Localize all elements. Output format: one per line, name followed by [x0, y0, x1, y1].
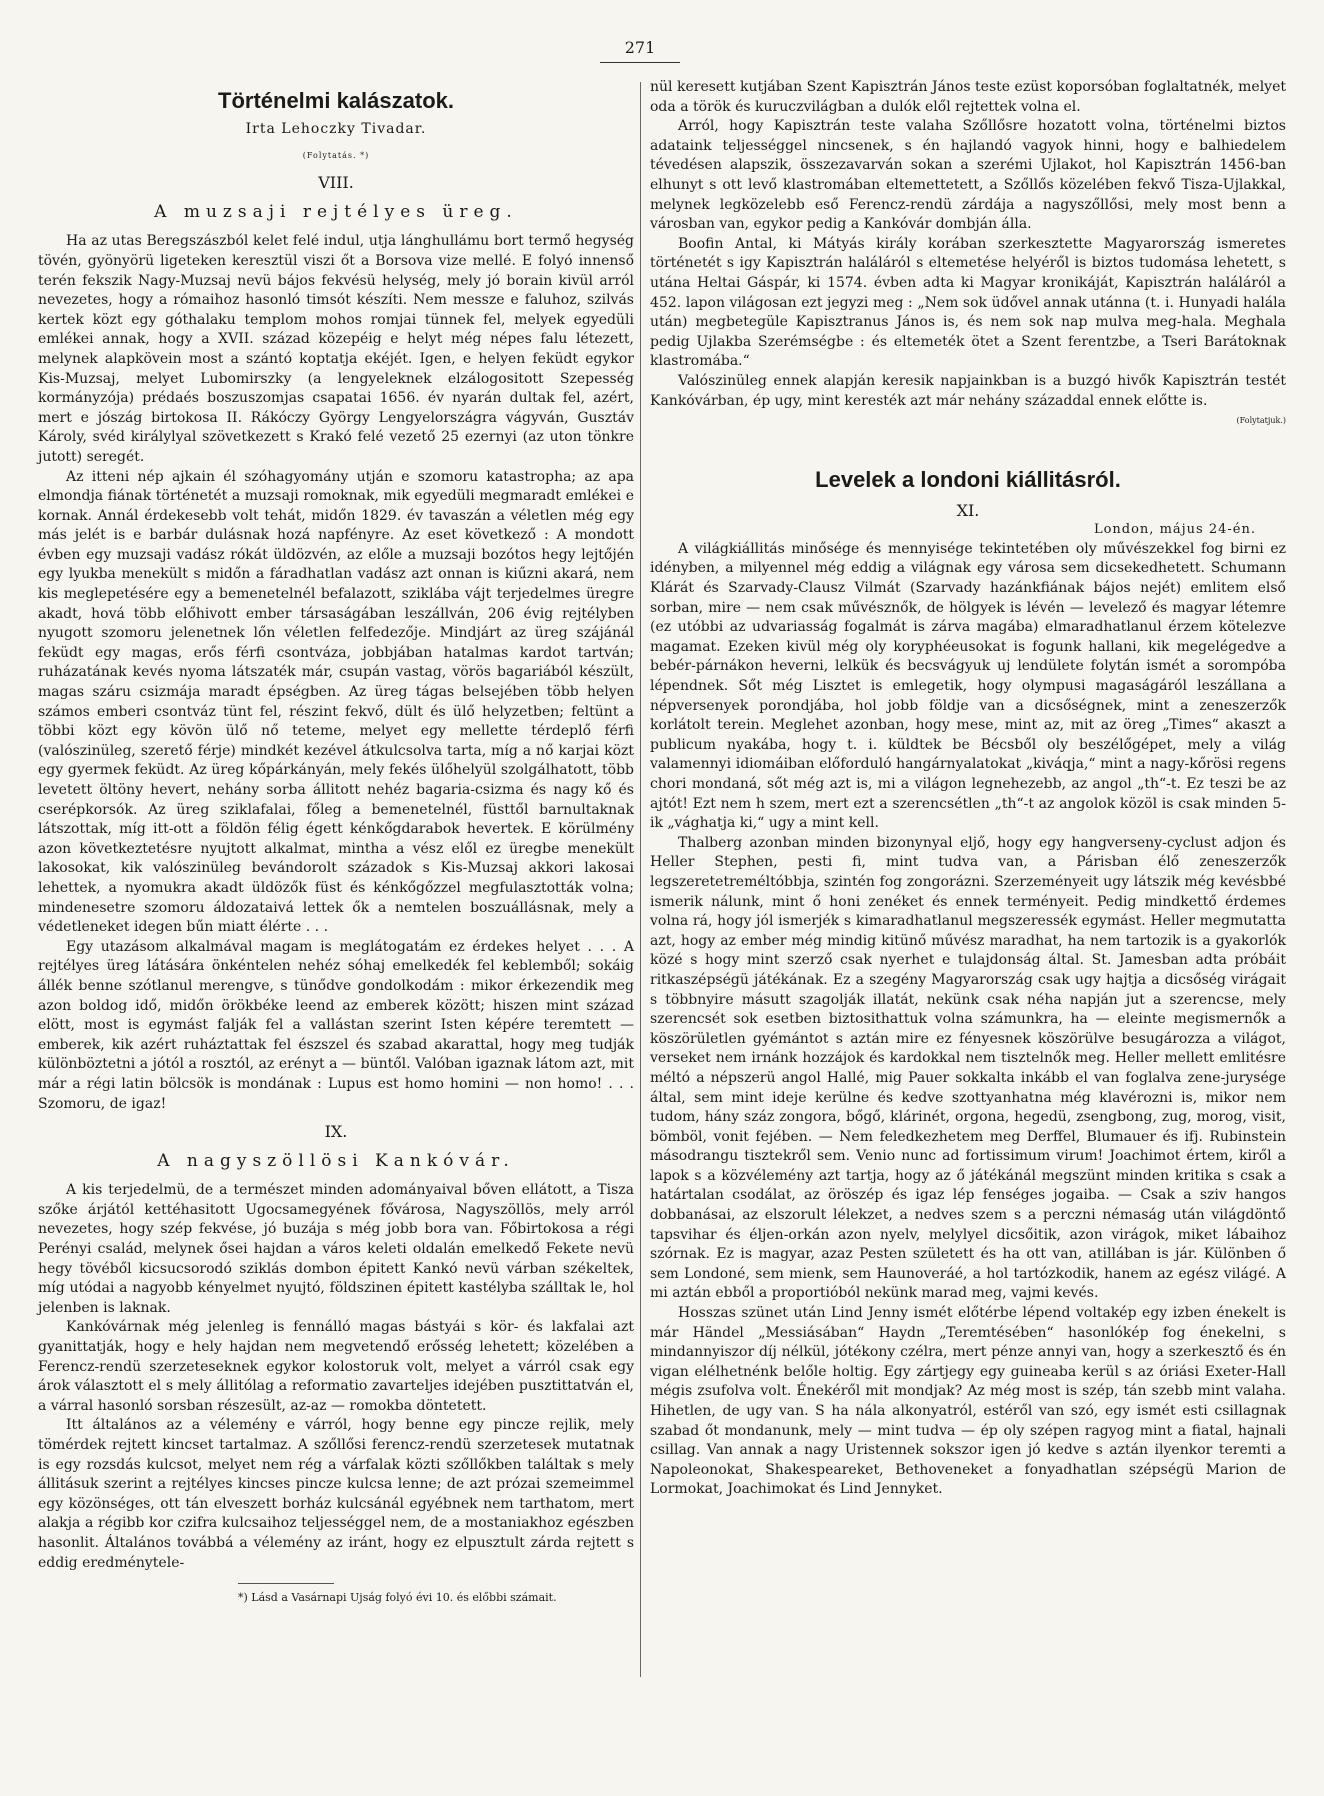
paragraph: Itt általános az a vélemény e várról, hogy benne egy pincze rejlik, mely tömérdek rejtett kincset tartalmaz. A szőllősi ferencz-rendü szerzetesek mutatnak is egy rozsdás kulcsot, melyet nem rég a várfalak közti szőllőkben találtak s mely állitásuk szerint a rejtélyes kincses pincze kulcsa lenne; de azt prózai szemeimmel egy közönséges, ott tán elveszett borház kulcsánál egyébnek nem tarthatom, mert alakja a régibb kor czifra kulcsaihoz teljességgel nem, de a mostaniakhoz egészben hasonlit. Általános továbbá a vélemény az iránt, hogy ez elpusztult zárda rejtett s eddig eredménytele- — [38, 1417, 634, 1571]
article-title: Történelmi kalászatok. — [218, 88, 454, 113]
section-number-viii: VIII. — [318, 173, 354, 193]
paragraph: Boofin Antal, ki Mátyás király korában szerkesztette Magyarország ismeretes történetét s igy Kapisztrán haláláról s eltemetése helyéről is biztos tudomása lehetett, s utána Heltai Gáspár, ki 1574. évben adta ki Magyar kronikáját, Kapisztrán haláláról a 452. lapon világosan ezt jegyzi meg : „Nem sok üdővel annak utánna (t. i. Hunyadi halála után) megbetegüle Kapisztranus János is, és nem sok nap mulva meg-hala. Meghala pedig Ujlakba Szerémségbe : és eltemeték ötet a Szent ferentzbe, a Tseri Barátoknak klastromába.“ — [650, 235, 1286, 370]
paragraph: Kankóvárnak még jelenleg is fennálló magas bástyái s kör- és lakfalai azt gyanittatják, hogy e hely hajdan nem megvetendő erősség lehetett; közelében a Ferencz-rendü szerzeteseknek egykor kolostoruk volt, melyet a várról csak egy árok választott el s mely állitólag a reformatio zavarteljes idejében pusztittatván el, a várral hasonló sorsban részesült, az-az — romokba döntetett. — [38, 1319, 634, 1414]
footnote: *) Lásd a Vasárnapi Ujság folyó évi 10. és előbbi számait. — [238, 1591, 557, 1605]
to-be-continued-note: (Folytatjuk.) — [1236, 416, 1286, 426]
paragraph: A világkiállitás minősége és mennyisége tekintetében oly művészekkel fog birni ez idényben, a milyennel még eddig a világnak egy városa sem dicsekedhetett. Schumann Klárát és Szarvady-Clausz Vilmát (Szarvady hazánkfiának bájos nejét) emlitem első sorban, mire — nem csak művésznők, de hölgyek is lévén — levelező és magyar létemre (ez utóbbi az udvariasság fogalmát is zárva magába) elmaradhatlanul érzem kötelezve magamat. Ezeken kivül még oly koryphéeusokat is fogunk hallani, kik megelégedve a bebér-párnákon heverni, lelkük és becsvágyuk uj lendülete folytán ismét a sorompóba lépendnek. Sőt még Lisztet is emlegetik, hogy olympusi magaságáról leszállana a népversenyek porondjába, hol jobb földje van a dicsőségnek, mint a zeneszerzők korlátolt terein. Meglehet azonban, hogy mese, mint az, mit az öreg „Times“ akaszt a publicum nyakába, hogy t. i. küldtek be Bécsből oly beszélőgépet, mely a világ valamennyi idiomáiban előforduló hangárnyalatokat „kiváqja,“ mint a nagy-kőrösi regens chori mondaná, sőt még azt is, mi a világon legnehezebb, az angol „th“-t. Ez teszi be az ajtót! Ezt nem h szem, mert ezt a szerencsétlen „th“-t az angolok közöl is csak minden 5-ik „vághatja ki,“ ugy a mint kell. — [650, 540, 1286, 832]
spacer — [650, 431, 1286, 457]
paragraph: A kis terjedelmü, de a természet minden adományaival bőven ellátott, a Tisza szőke árjától kettéhasitott Ugocsamegyének fővárosa, Nagyszöllös, mely arról nevezetes, hogy szép fekvése, jó buzája s még jobb bora van. Főbirtokosa a régi Perényi család, melynek ősei hajdan a város keleti oldalán emelkedő Fekete nevü hegy tövéből kicsucsorodó sziklás dombon épitett Kankó nevü várban székeltek, míg utódai a nagyobb kényelmet nyujtó, földszinen épitett kastélyba szálltak le, hol jelenben is laknak. — [38, 1182, 634, 1316]
paragraph: Ha az utas Beregszászból kelet felé indul, utja lánghullámu bort termő hegység tövén, gyönyörü ligeteken keresztül viszi őt a Borsova vize mellé. E folyó innenső terén fekszik Nagy-Muzsaj nevü bájos fekvésü helység, mely jó borain kivül arról nevezetes, hogy a rómaihoz hasonló timsót készíti. Nem messze e faluhoz, szilvás kertek közt egy góthalaku templom mohos romjai tünnek fel, melyek egyedüli emlékei annak, hogy a XVII. század közepéig e helyt még népes falu létezett, melynek alapkövein most a szántó koptatja ekéjét. Igen, e helyen feküdt egykor Kis-Muzsaj, melyet Lubomirszky (a lengyeleknek elzálogositott Szepesség kormányzója) prédaés boszuszomjas csapatai 1656. év nyarán dultak fel, azért, mert e jószág birtokosa II. Rákóczy György Lengyelországra vágyván, Gusztáv Károly, svéd királylyal szövetkezett s Krakó felé vezető 25 ezernyi (az uton tönkre jutott) seregét. — [38, 233, 634, 465]
paragraph: Egy utazásom alkalmával magam is meglátogatám ez érdekes helyet . . . A rejtélyes üreg látására önkéntelen nehéz sóhaj emelkedék fel keblemből; sokáig állék benne szótlanul merengve, s tünődve gondolkodám : mikor érkezendik meg azon boldog idő, midőn örökbéke leend az emberek között; hiszen mint század elött, most is egymást falják fel a vallástan szerint Isten képére teremtett — emberek, kik azért ruháztattak fel észszel és szabad akarattal, hogy meg tudják különböztetni a jótól a rosztól, az erényt a — büntől. Valóban igaznak látom azt, mit már a régi latin bölcsök is mondának : Lupus est homo homini — non homo! . . . Szomoru, de igaz! — [38, 938, 634, 1112]
page-number: 271 — [624, 38, 656, 57]
paragraph: Valószinüleg ennek alapján keresik napjainkban is a buzgó hivők Kapisztrán testét Kankóvárban, ép ugy, mint keresték azt már nehány századdal ennek előtte is. — [650, 372, 1286, 409]
article-author: Irta Lehoczky Tivadar. — [245, 121, 427, 137]
dateline: London, május 24-én. — [1093, 522, 1256, 538]
left-column — [38, 78, 634, 1608]
section-title-ix: A nagyszöllösi Kankóvár. — [157, 1150, 515, 1171]
section-number-ix: IX. — [324, 1122, 348, 1142]
letters-title: Levelek a londoni kiállitásról. — [815, 466, 1121, 492]
paragraph: Thalberg azonban minden bizonynyal eljő, hogy egy hangverseny-cyclust adjon és Heller Stephen, pesti fi, mint tudva van, a Párisban élő zeneszerzők legszeretetreméltóbbja, szintén fog zongorázni. Szerzeményeit ugy látszik még kevésbbé ismerik nálunk, mint ő honi zenéket és ennek terményeit. Pedig mindkettő érdemes volna rá, hogy jól ismerjék s kimaradhatlanul megszeressék egymást. Heller megmutatta azt, hogy az ember még mindig kitünő művész maradhat, ha nem tartozik is a gyakorlók közé s hogy mint szerző csak nyerhet e tulajdonság által. St. Jamesban adta próbáit ritkaszépségü játékának. Ez a szegény Magyarország csak ugy hajtja a dicsőség virágait s többnyire másutt szagolják illatát, nekünk csak néha napján jut a szerencse, mely szerencsét sok esetben biztosithattuk volna számunkra, ha — eleinte megismernők a köszörületlen gyémántot s aztán mire ez fényesnek köszörülve besugározza a világot, verseket nem irnánk hozzájok és kardokkal nem tisztelnők meg. Heller mellett emlitésre méltó a népszerü angol Hallé, mig Pauer sokkalta inkább el van foglalva zene-jurysége által, sem mint ideje kerülne és kedve szottyanhatna még klavérozni is, mikor nem tudom, hány száz zongora, bőgő, klárinét, orgona, hegedü, zsengbong, zug, morog, visit, bömböl, vonit fejében. — Nem feledkezhetem meg Derffel, Blumauer és ifj. Rubinstein másodrangu tisztekről sem. Venio nunc ad fortissimum virum! Joachimot értem, kiről a lapok s a közvélemény azt tartja, hogy az ő játékánál megszünt minden kritika s csak a határtalan csodálat, az öröszép és igaz lép fenséges jogaiba. — Csak a sziv hangos dobbanásai, az elszorult lélekzet, a nedves szem s a perczni némaság után világdöntő tapsvihar és éljen-orkán azon nyelv, melylyel dicsőitik, azon virágok, miket lábaihoz szórnak. Ez is magyar, azaz Pesten született és ha ott van, atillában is jár. Különben ő sem Londoné, sem mienk, sem Haunoveráé, a hol tartózkodik, hanem az egész világé. A mi aztán ebből a proportióból nekünk marad meg, vajmi kevés. — [650, 834, 1286, 1302]
paragraph: Hosszas szünet után Lind Jenny ismét előtérbe lépend voltakép egy izben énekelt is már Händel „Messiásában“ Haydn „Teremtésében“ hasonlókép fog énekelni, s mindannyiszor díj nélkül, jótékony czélra, mert pénze annyi van, hogy a szerkesztő és én vigan elélhetnénk belőle holtig. Egy zártjegy egy guineaba kerül s az óriási Exeter-Hall mégis zsufolva volt. Énekéről mit mondjak? Az még most is szép, tán szebb mint valaha. Hihetlen, de ugy van. S ha nála alkonyatról, estéről van szó, egy ismét esti csillagnak szabad őt mondanunk, mely — mint tudva — ép oly szépen ragyog mint a fiatal, hajnali csillag. Van annak a nagy Uristennek sokszor igen jó kedve s aztán ilyenkor teremti a Napoleonokat, Shakespeareket, Bethoveneket a fonyadhatlan szépségü Marion de Lormokat, Joachimokat és Lind Jennyket. — [650, 1305, 1286, 1498]
page-number-rule — [600, 62, 680, 63]
continuation-note: (Folytatás. *) — [302, 150, 370, 160]
paragraph: Arról, hogy Kapisztrán teste valaha Szőllősre hozatott volna, történelmi biztos adataink teljességgel nincsenek, s én hajlandó vagyok hinni, hogy e balhiedelem tévedésen alapszik, összezavarván sokan a szerémi Ujlakot, hol Kapisztrán 1456-ban elhunyt s ott levő klastromában eltemettetett, a Szőllős közelében fekvő Tisza-Ujlakkal, melynek legközelebb eső Ferencz-rendü zárdája a nagyszőllősi, mely most benn a városban van, egykor pedig a Kankóvár dombján álla. — [650, 118, 1286, 233]
footnote-rule — [238, 1583, 334, 1584]
paragraph: nül keresett kutjában Szent Kapisztrán János teste ezüst koporsóban foglaltatnék, melyet oda a török és kuruczvilágban a dulók elől rejtettek volna el. — [650, 79, 1286, 115]
section-title-viii: A muzsaji rejtélyes üreg. — [154, 201, 518, 222]
right-column — [650, 78, 1286, 1500]
letters-number: XI. — [956, 500, 980, 520]
paragraph: Az itteni nép ajkain él szóhagyomány utján e szomoru katastropha; az apa elmondja fiának történetét a muzsaji romoknak, mik egyedüli megmaradt emlékei e kornak. Annál érdekesebb volt tehát, midőn 1829. év tavaszán a véletlen még egy más jelét is e barbár dulásnak hozá napfényre. Az eset következő : A mondott évben egy muzsaji vadász rókát üldözvén, az előle a muzsaji bozótos hegy lejtőjén egy lyukba menekült s midőn a fáradhatlan vadász azt onnan is kiűzni akará, nem kis meglepetésére egy a bemenetelnél befalazott, sziklába vájt terjedelmes üregre akadt, hová több előhivott ember társaságában leszállván, 206 évig rejtélyben nyugott szomoru jelenetnek lőn véletlen felfedezője. Mindjárt az üreg szájánál feküdt egy magas, erős férfi csontváza, jobbjában hatalmas kardot tartván; ruházatának kevés nyoma látszaték már, csupán vastag, vörös bagariából készült, magas száru csizmája maradt épségben. Az üreg tágas belsejében több helyen számos emberi csontváz tünt fel, részint fekvő, dült és ülő helyzetben; feltünt a többi közt egy kövön ülő nő teteme, melyet egy mellette térdeplő férfi (valószinüleg, szerető férje) mindkét kezével átkulcsolva tarta, míg a nő karjai közt egy gyermek feküdt. Az üreg kőpárkányán, mely fekés ülőhelyül szolgálhatott, több levetett öltöny hevert, nehány sorba állitott nehéz bagaria-csizma és nagy kő és cserépkorsók. Az üreg sziklafalai, főleg a bemenetelnél, füsttől barnultaknak látszottak, míg itt-ott a földön félig égett kénkőgdarabok hevertek. E körülmény azon következtetésre nyujtott alkalmat, mintha a vész elől ez üregbe menekült lakosokat, kik valószinüleg bevándorolt századok s Kis-Muzsaj akkori lakosai lehettek, a nyomukra akadt üldözők füst és kénkőgőzzel megfulasztották volna; mindenesetre szomoru áldozataivá lettek ők a nemtelen boszuállásnak, mely a védetleneket idegen bűn miatt élérte . . . — [38, 468, 634, 936]
column-divider — [640, 82, 641, 1677]
